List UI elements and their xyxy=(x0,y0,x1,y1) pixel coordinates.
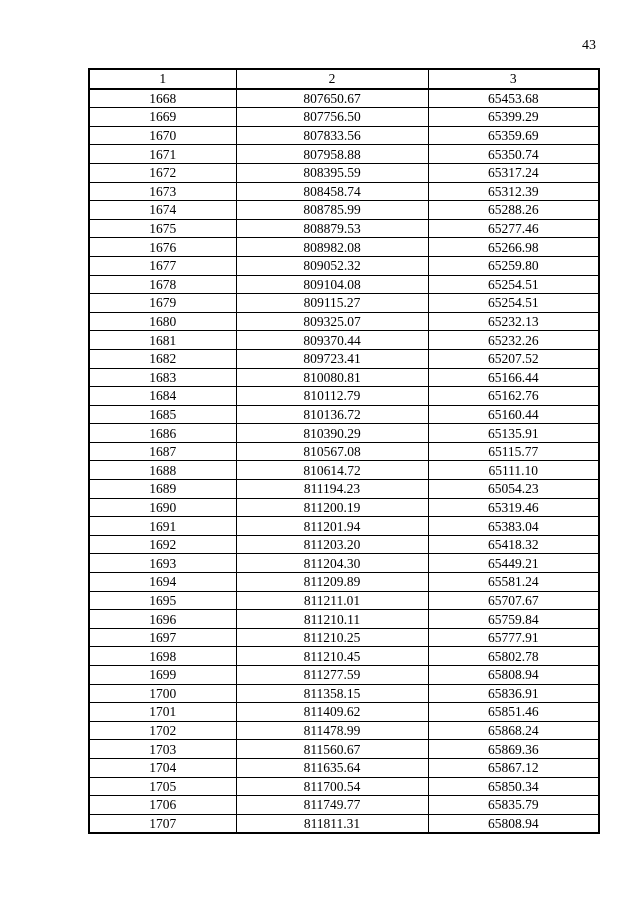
table-cell-col-2: 808458.74 xyxy=(236,182,428,201)
table-cell-col-1: 1668 xyxy=(89,89,236,108)
table-cell-col-2: 809115.27 xyxy=(236,294,428,313)
table-cell-col-2: 811749.77 xyxy=(236,796,428,815)
table-cell-col-3: 65111.10 xyxy=(428,461,599,480)
table-row xyxy=(89,461,599,480)
table-cell-col-3: 65802.78 xyxy=(428,647,599,666)
table-cell-col-2: 810614.72 xyxy=(236,461,428,480)
table-cell-col-2: 807756.50 xyxy=(236,108,428,127)
table-row xyxy=(89,89,599,108)
table-cell-col-2: 811204.30 xyxy=(236,554,428,573)
table-row xyxy=(89,703,599,722)
table-cell-col-1: 1691 xyxy=(89,517,236,536)
table-cell-col-2: 811560.67 xyxy=(236,740,428,759)
table-cell-col-2: 810567.08 xyxy=(236,442,428,461)
page-number: 43 xyxy=(582,38,596,53)
table-cell-col-2: 810136.72 xyxy=(236,405,428,424)
table-cell-col-1: 1694 xyxy=(89,573,236,592)
table-cell-col-1: 1692 xyxy=(89,535,236,554)
table-row xyxy=(89,294,599,313)
table-cell-col-3: 65707.67 xyxy=(428,591,599,610)
header-row xyxy=(89,69,599,89)
table-cell-col-3: 65449.21 xyxy=(428,554,599,573)
table-cell-col-2: 810390.29 xyxy=(236,424,428,443)
table-cell-col-1: 1674 xyxy=(89,201,236,220)
table-row xyxy=(89,312,599,331)
table-cell-col-1: 1707 xyxy=(89,814,236,833)
table-cell-col-2: 809723.41 xyxy=(236,349,428,368)
table-cell-col-3: 65808.94 xyxy=(428,666,599,685)
table-cell-col-3: 65207.52 xyxy=(428,349,599,368)
table-row xyxy=(89,108,599,127)
header-col-2: 2 xyxy=(236,69,428,89)
table-cell-col-3: 65850.34 xyxy=(428,777,599,796)
table-cell-col-3: 65288.26 xyxy=(428,201,599,220)
table-row xyxy=(89,814,599,833)
table-row xyxy=(89,238,599,257)
table-cell-col-2: 811478.99 xyxy=(236,721,428,740)
table-cell-col-2: 811409.62 xyxy=(236,703,428,722)
table-cell-col-1: 1705 xyxy=(89,777,236,796)
table-row xyxy=(89,256,599,275)
table-cell-col-2: 811211.01 xyxy=(236,591,428,610)
table-row xyxy=(89,610,599,629)
table-cell-col-2: 809325.07 xyxy=(236,312,428,331)
header-col-1: 1 xyxy=(89,69,236,89)
table-cell-col-3: 65350.74 xyxy=(428,145,599,164)
table-row xyxy=(89,219,599,238)
table-cell-col-1: 1670 xyxy=(89,126,236,145)
table-row xyxy=(89,145,599,164)
table-cell-col-1: 1669 xyxy=(89,108,236,127)
table-cell-col-1: 1671 xyxy=(89,145,236,164)
table-cell-col-3: 65867.12 xyxy=(428,758,599,777)
table-cell-col-1: 1686 xyxy=(89,424,236,443)
table-cell-col-2: 811210.11 xyxy=(236,610,428,629)
table-cell-col-2: 808982.08 xyxy=(236,238,428,257)
table-cell-col-2: 807958.88 xyxy=(236,145,428,164)
table-cell-col-3: 65836.91 xyxy=(428,684,599,703)
table-cell-col-1: 1678 xyxy=(89,275,236,294)
table-cell-col-2: 809370.44 xyxy=(236,331,428,350)
table-row xyxy=(89,498,599,517)
table-cell-col-3: 65254.51 xyxy=(428,294,599,313)
table-cell-col-1: 1676 xyxy=(89,238,236,257)
table-cell-col-3: 65808.94 xyxy=(428,814,599,833)
table-row xyxy=(89,275,599,294)
table-row xyxy=(89,777,599,796)
table-cell-col-3: 65054.23 xyxy=(428,480,599,499)
table-cell-col-1: 1693 xyxy=(89,554,236,573)
table-cell-col-3: 65312.39 xyxy=(428,182,599,201)
table-row xyxy=(89,368,599,387)
table-row xyxy=(89,535,599,554)
table-cell-col-2: 809052.32 xyxy=(236,256,428,275)
table-row xyxy=(89,758,599,777)
table-cell-col-1: 1703 xyxy=(89,740,236,759)
table-row xyxy=(89,163,599,182)
table-cell-col-3: 65868.24 xyxy=(428,721,599,740)
table-cell-col-1: 1681 xyxy=(89,331,236,350)
table-cell-col-1: 1679 xyxy=(89,294,236,313)
table-cell-col-2: 808785.99 xyxy=(236,201,428,220)
table-row xyxy=(89,591,599,610)
table-cell-col-3: 65135.91 xyxy=(428,424,599,443)
table-row xyxy=(89,405,599,424)
table-cell-col-1: 1685 xyxy=(89,405,236,424)
table-cell-col-1: 1683 xyxy=(89,368,236,387)
table-row xyxy=(89,740,599,759)
table-cell-col-3: 65160.44 xyxy=(428,405,599,424)
table-cell-col-2: 807833.56 xyxy=(236,126,428,145)
table-row xyxy=(89,684,599,703)
table-cell-col-1: 1689 xyxy=(89,480,236,499)
table-cell-col-2: 811358.15 xyxy=(236,684,428,703)
table-row xyxy=(89,387,599,406)
table-row xyxy=(89,647,599,666)
table-row xyxy=(89,424,599,443)
table-cell-col-1: 1701 xyxy=(89,703,236,722)
table-cell-col-3: 65383.04 xyxy=(428,517,599,536)
table-cell-col-3: 65851.46 xyxy=(428,703,599,722)
table-cell-col-1: 1672 xyxy=(89,163,236,182)
table-cell-col-1: 1688 xyxy=(89,461,236,480)
table-cell-col-2: 811209.89 xyxy=(236,573,428,592)
table-header xyxy=(89,69,599,89)
table-cell-col-1: 1673 xyxy=(89,182,236,201)
table-cell-col-1: 1706 xyxy=(89,796,236,815)
table-cell-col-1: 1682 xyxy=(89,349,236,368)
table-cell-col-2: 811811.31 xyxy=(236,814,428,833)
table-cell-col-3: 65162.76 xyxy=(428,387,599,406)
table-cell-col-2: 811700.54 xyxy=(236,777,428,796)
table-cell-col-1: 1690 xyxy=(89,498,236,517)
table-cell-col-3: 65259.80 xyxy=(428,256,599,275)
table-cell-col-1: 1675 xyxy=(89,219,236,238)
table-cell-col-2: 811200.19 xyxy=(236,498,428,517)
table-cell-col-2: 811210.25 xyxy=(236,628,428,647)
table-cell-col-1: 1704 xyxy=(89,758,236,777)
table-cell-col-3: 65317.24 xyxy=(428,163,599,182)
table-cell-col-2: 811194.23 xyxy=(236,480,428,499)
table-row xyxy=(89,796,599,815)
table-cell-col-3: 65166.44 xyxy=(428,368,599,387)
table-row xyxy=(89,201,599,220)
table-row xyxy=(89,442,599,461)
table-cell-col-2: 811210.45 xyxy=(236,647,428,666)
table-cell-col-1: 1695 xyxy=(89,591,236,610)
table-row xyxy=(89,628,599,647)
table-cell-col-3: 65115.77 xyxy=(428,442,599,461)
table-cell-col-2: 807650.67 xyxy=(236,89,428,108)
table-cell-col-2: 811203.20 xyxy=(236,535,428,554)
table-cell-col-2: 808395.59 xyxy=(236,163,428,182)
table-cell-col-1: 1684 xyxy=(89,387,236,406)
table-row xyxy=(89,554,599,573)
table-cell-col-3: 65266.98 xyxy=(428,238,599,257)
table-row xyxy=(89,331,599,350)
table-cell-col-3: 65759.84 xyxy=(428,610,599,629)
table-cell-col-1: 1677 xyxy=(89,256,236,275)
table-row xyxy=(89,721,599,740)
header-col-3: 3 xyxy=(428,69,599,89)
table-row xyxy=(89,182,599,201)
table-cell-col-1: 1700 xyxy=(89,684,236,703)
table-cell-col-3: 65418.32 xyxy=(428,535,599,554)
table-cell-col-1: 1680 xyxy=(89,312,236,331)
table-row xyxy=(89,666,599,685)
table-cell-col-3: 65359.69 xyxy=(428,126,599,145)
table-cell-col-1: 1687 xyxy=(89,442,236,461)
table-cell-col-2: 810112.79 xyxy=(236,387,428,406)
table-cell-col-2: 811201.94 xyxy=(236,517,428,536)
table-cell-col-3: 65835.79 xyxy=(428,796,599,815)
table-cell-col-3: 65777.91 xyxy=(428,628,599,647)
table-cell-col-3: 65254.51 xyxy=(428,275,599,294)
coordinates-table xyxy=(88,68,600,834)
table-cell-col-1: 1696 xyxy=(89,610,236,629)
table-cell-col-3: 65319.46 xyxy=(428,498,599,517)
table-cell-col-3: 65869.36 xyxy=(428,740,599,759)
table-cell-col-2: 810080.81 xyxy=(236,368,428,387)
table-cell-col-2: 808879.53 xyxy=(236,219,428,238)
table-row xyxy=(89,517,599,536)
table-cell-col-3: 65277.46 xyxy=(428,219,599,238)
table-row xyxy=(89,126,599,145)
table-cell-col-2: 811635.64 xyxy=(236,758,428,777)
table-cell-col-2: 811277.59 xyxy=(236,666,428,685)
table-cell-col-3: 65581.24 xyxy=(428,573,599,592)
table-cell-col-3: 65232.26 xyxy=(428,331,599,350)
table-cell-col-1: 1697 xyxy=(89,628,236,647)
table-cell-col-1: 1702 xyxy=(89,721,236,740)
table-row xyxy=(89,480,599,499)
table-cell-col-3: 65453.68 xyxy=(428,89,599,108)
table-row xyxy=(89,573,599,592)
table-cell-col-3: 65399.29 xyxy=(428,108,599,127)
table-row xyxy=(89,349,599,368)
table-body xyxy=(89,89,599,834)
table-cell-col-2: 809104.08 xyxy=(236,275,428,294)
table-cell-col-1: 1699 xyxy=(89,666,236,685)
table-cell-col-1: 1698 xyxy=(89,647,236,666)
table-cell-col-3: 65232.13 xyxy=(428,312,599,331)
